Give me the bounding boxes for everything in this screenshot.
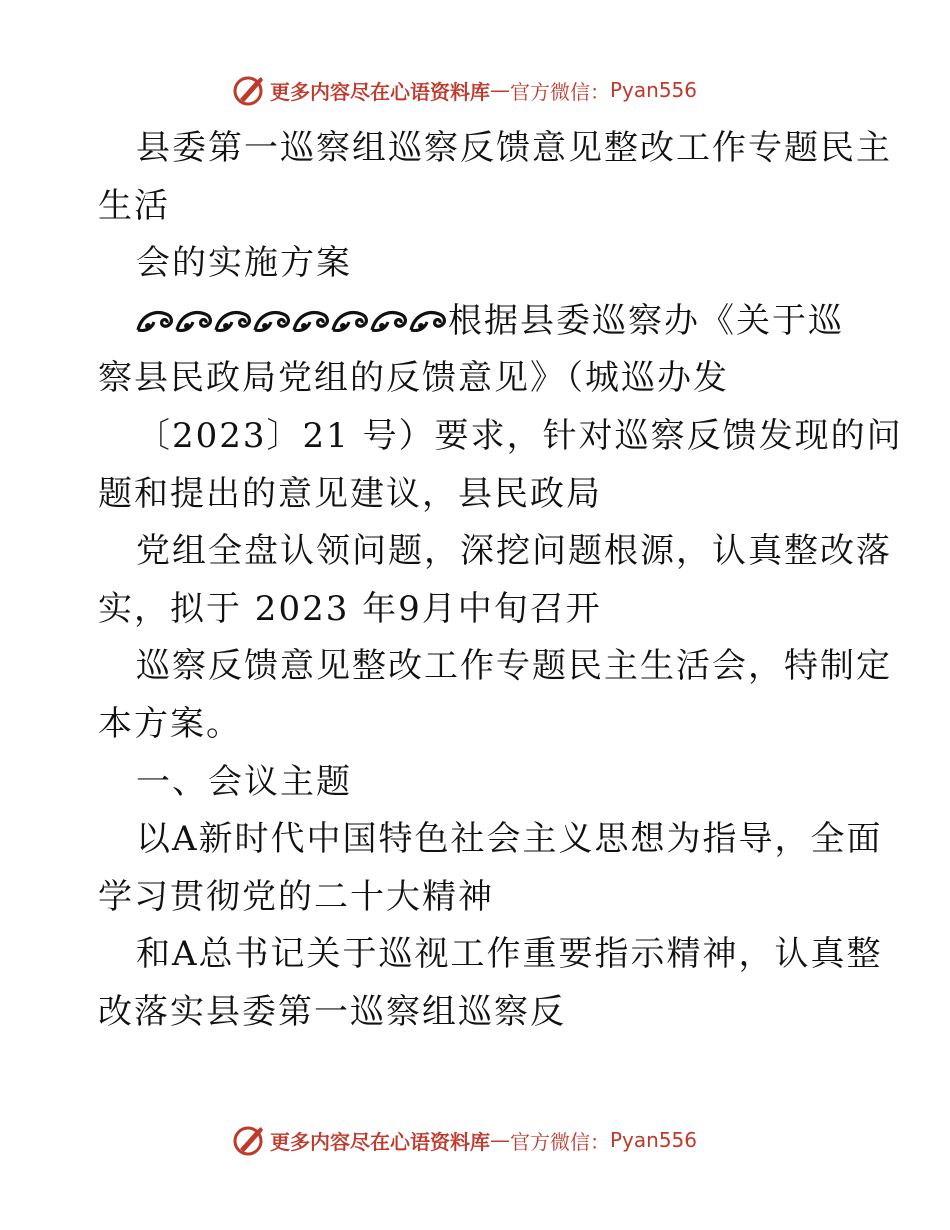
paragraph-line: 以A新时代中国特色社会主义思想为指导，全面 — [136, 819, 883, 860]
paragraph-line: 学习贯彻党的二十大精神 — [98, 876, 494, 917]
title-line-1: 县委第一巡察组巡察反馈意见整改工作专题民主 — [136, 128, 892, 168]
banner-text: 更多内容尽在心语资料库 — [270, 1129, 490, 1154]
paragraph-line: 改落实县委第一巡察组巡察反 — [98, 991, 566, 1032]
paragraph-text: 根据县委巡察办《关于巡 — [448, 300, 844, 341]
scroll-ornament-icon — [175, 306, 214, 336]
paragraph-line: 和A总书记关于巡视工作重要指示精神，认真整 — [136, 934, 883, 975]
pen-logo-icon — [232, 73, 266, 107]
paragraph-line: 〔2023〕21 号）要求，针对巡察反馈发现的问 — [136, 415, 903, 456]
scroll-ornament-icon — [331, 306, 370, 336]
paragraph-line — [98, 293, 858, 351]
scroll-ornament-icon — [253, 306, 292, 336]
banner-wechat-id: Pyan556 — [610, 78, 698, 102]
paragraph-line: 察县民政局党组的反馈意见》（城巡办发 — [98, 358, 729, 399]
banner-text: 更多内容尽在心语资料库 — [270, 79, 490, 104]
title-line-2: 生活 — [98, 185, 170, 226]
banner-contact-label: 官方微信： — [510, 1129, 610, 1154]
title-line-3: 会的实施方案 — [136, 243, 352, 284]
scroll-ornament-icon — [136, 306, 175, 336]
banner-wechat-id: Pyan556 — [610, 1128, 698, 1152]
paragraph-line: 党组全盘认领问题，深挖问题根源，认真整改落 — [136, 531, 892, 572]
document-body — [98, 120, 903, 1042]
header-banner — [232, 72, 732, 108]
paragraph-line: 题和提出的意见建议，县民政局 — [98, 473, 602, 514]
section-heading: 一、会议主题 — [136, 761, 352, 802]
banner-separator: — — [490, 1128, 510, 1152]
footer-banner — [232, 1122, 732, 1158]
ornament-row — [136, 301, 448, 341]
pen-logo-icon — [232, 1123, 266, 1157]
scroll-ornament-icon — [292, 306, 331, 336]
paragraph-line: 巡察反馈意见整改工作专题民主生活会，特制定 — [136, 646, 892, 687]
banner-contact-label: 官方微信： — [510, 79, 610, 104]
scroll-ornament-icon — [409, 306, 448, 336]
banner-separator: — — [490, 78, 510, 102]
paragraph-line: 实，拟于 2023 年9月中旬召开 — [98, 588, 602, 629]
paragraph-line: 本方案。 — [98, 703, 242, 744]
scroll-ornament-icon — [214, 306, 253, 336]
scroll-ornament-icon — [370, 306, 409, 336]
